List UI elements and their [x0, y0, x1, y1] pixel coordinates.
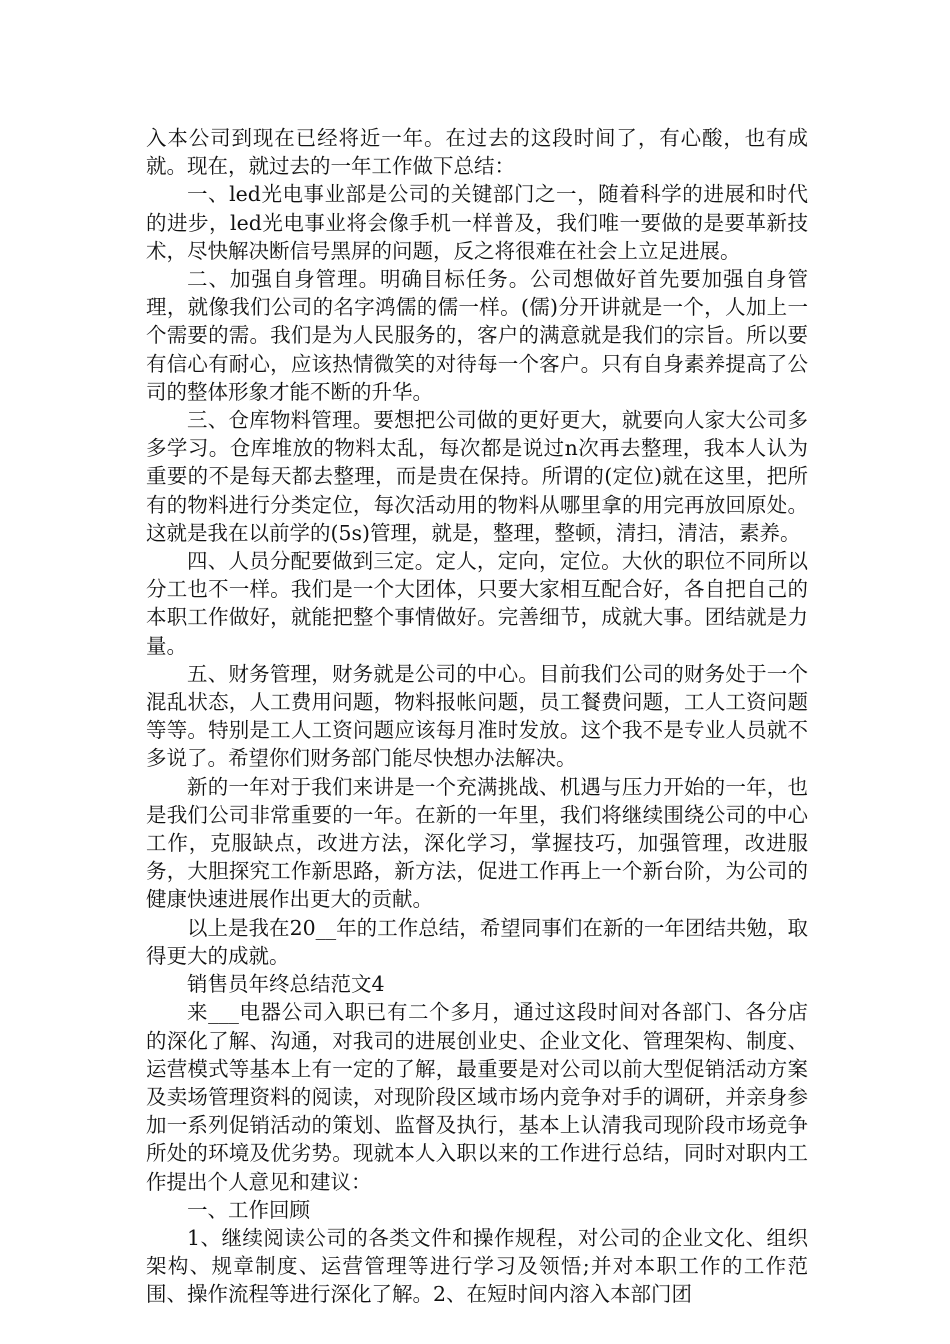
section-title: 销售员年终总结范文4 [187, 972, 385, 997]
paragraph-item-2: 二、加强自身管理。明确目标任务。公司想做好首先要加强自身管理，就像我们公司的名字鸿儒的儒一样。(儒)分开讲就是一个，人加上一个需要的需。我们是为人民服务的，客户的满意就是我们的宗旨。所以要有信心有耐心，应该热情微笑的对待每一个客户。只有自身素养提高了公司的整体形象才能不断的升华。 [146, 267, 808, 404]
paragraph-review: 1、继续阅读公司的各类文件和操作规程，对公司的企业文化、组织架构、规章制度、运营管理等进行学习及领悟;并对本职工作的工作范围、操作流程等进行深化了解。2、在短时间内溶入本部门团 [146, 1225, 808, 1307]
document-body [146, 124, 808, 1309]
paragraph-intro: 入本公司到现在已经将近一年。在过去的这段时间了，有心酸，也有成就。现在，就过去的一年工作做下总结： [146, 126, 808, 179]
paragraph-item-5: 五、财务管理，财务就是公司的中心。目前我们公司的财务处于一个混乱状态，人工费用问题，物料报帐问题，员工餐费问题，工人工资问题等等。特别是工人工资问题应该每月准时发放。这个我不是专业人员就不多说了。希望你们财务部门能尽快想办法解决。 [146, 661, 808, 771]
paragraph-item-3: 三、仓库物料管理。要想把公司做的更好更大，就要向人家大公司多多学习。仓库堆放的物料太乱，每次都是说过n次再去整理，我本人认为重要的不是每天都去整理，而是贵在保持。所谓的(定位)就在这里，把所有的物料进行分类定位，每次活动用的物料从哪里拿的用完再放回原处。这就是我在以前学的(5s)管理，就是，整理，整顿，清扫，清洁，素养。 [146, 408, 808, 545]
paragraph-section-intro: 来___电器公司入职已有二个多月，通过这段时间对各部门、各分店的深化了解、沟通，对我司的进展创业史、企业文化、管理架构、制度、运营模式等基本上有一定的了解，最重要是对公司以前大型促销活动方案及卖场管理资料的阅读，对现阶段区域市场内竞争对手的调研，并亲身参加一系列促销活动的策划、监督及执行，基本上认清我司现阶段市场竞争所处的环境及优劣势。现就本人入职以来的工作进行总结，同时对职内工作提出个人意见和建议： [146, 1000, 808, 1194]
subsection-title: 一、工作回顾 [187, 1197, 310, 1222]
paragraph-new-year: 新的一年对于我们来讲是一个充满挑战、机遇与压力开始的一年，也是我们公司非常重要的一年。在新的一年里，我们将继续围绕公司的中心工作，克服缺点，改进方法，深化学习，掌握技巧，加强管理，改进服务，大胆探究工作新思路，新方法，促进工作再上一个新台阶，为公司的健康快速进展作出更大的贡献。 [146, 774, 808, 912]
paragraph-closing: 以上是我在20__年的工作总结，希望同事们在新的一年团结共勉，取得更大的成就。 [146, 915, 808, 968]
paragraph-item-4: 四、人员分配要做到三定。定人，定向，定位。大伙的职位不同所以分工也不一样。我们是一个大团体，只要大家相互配合好，各自把自己的本职工作做好，就能把整个事情做好。完善细节，成就大事。团结就是力量。 [146, 549, 808, 658]
paragraph-item-1: 一、led光电事业部是公司的关键部门之一，随着科学的进展和时代的进步，led光电事业将会像手机一样普及，我们唯一要做的是要革新技术，尽快解决断信号黑屏的问题，反之将很难在社会上立足进展。 [146, 182, 808, 263]
